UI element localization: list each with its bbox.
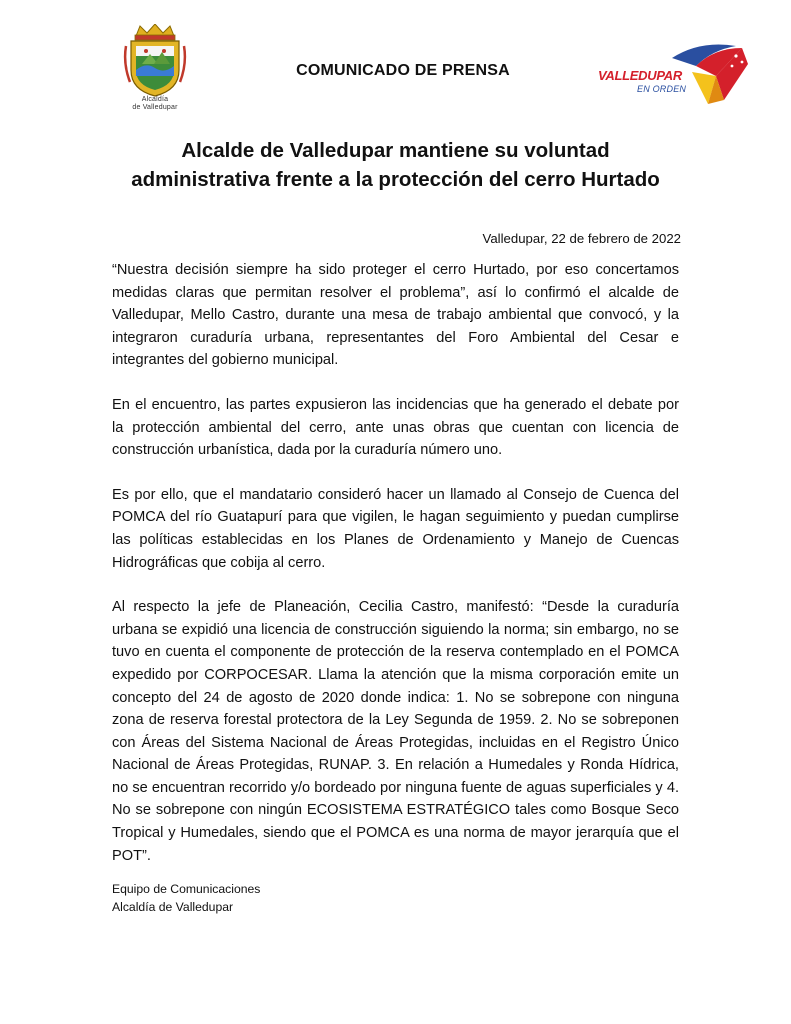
brand-name: VALLEDUPAR — [598, 68, 682, 83]
brand-tagline: EN ORDEN — [637, 84, 687, 94]
article-headline: Alcalde de Valledupar mantiene su voluntad administrativa frente a la protección del cerro Hurtado — [131, 139, 660, 191]
paragraph: En el encuentro, las partes expusieron las incidencias que ha generado el debate por la protección ambiental del cerro, ante unas obras que cuentan con licencia de construcción urbanística, dada por la curaduría número uno. — [112, 396, 679, 459]
paragraph: “Nuestra decisión siempre ha sido proteger el cerro Hurtado, por eso concertamos medidas claras que permitan resolver el problema”, así lo confirmó el alcalde de Valledupar, Mello Castro, durante una mesa de trabajo ambiental que convocó, y la integraron curaduría urbana, representantes del Foro Ambiental del Cesar e integrantes del gobierno municipal. — [112, 262, 679, 369]
crest-caption-line1: Alcaldía — [141, 96, 169, 103]
paragraph: Es por ello, que el mandatario consideró hacer un llamado al Consejo de Cuenca del POMCA del río Guatapurí para que vigilen, le hagan seguimiento y puedan cumplirse las políticas establecidas en los Planes de Ordenamiento y Manejo de Cuencas Hidrográficas que cobija al cerro. — [112, 486, 679, 571]
signature-block — [112, 880, 260, 916]
signature-team: Equipo de Comunicaciones — [112, 882, 261, 896]
crest-caption — [113, 96, 197, 112]
page-header — [0, 0, 791, 120]
signature-organization: Alcaldía de Valledupar — [112, 900, 234, 914]
article-dateline: Valledupar, 22 de febrero de 2022 — [482, 231, 681, 246]
paragraph: Al respecto la jefe de Planeación, Cecilia Castro, manifestó: “Desde la curaduría urbana se expidió una licencia de construcción siguiendo la norma; sin embargo, no se tuvo en cuenta el componente de protección de la reserva contemplado en el POMCA expedido por CORPOCESAR. Llama la atención que la misma corporación emite un concepto del 24 de agosto de 2020 donde indica: 1. No se sobrepone con ninguna zona de reserva forestal protectora de la Ley Segunda de 1959. 2. No se sobreponen con Áreas del Sistema Nacional de Áreas Protegidas, incluidas en el Registro Único Nacional de Áreas Protegidas, RUNAP. 3. En relación a Humedales y Ronda Hídrica, no se encuentran recorrido y/o bordeado por ninguna fuente de aguas superficiales y 4. No se sobrepone con ningún ECOSISTEMA ESTRATÉGICO tales como Bosque Seco Tropical y Humedales, siendo que el POMCA es una norma de mayor jerarquía que el POT”. — [112, 599, 679, 864]
article-body — [112, 259, 679, 889]
press-release-title: COMUNICADO DE PRENSA — [296, 62, 510, 79]
crest-caption-line2: de Valledupar — [132, 104, 178, 111]
